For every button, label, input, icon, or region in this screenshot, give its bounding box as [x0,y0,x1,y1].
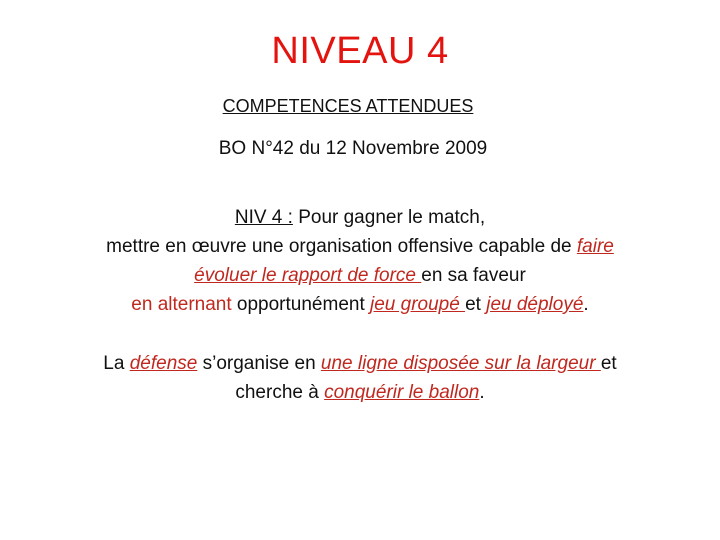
highlight-segment: évoluer le rapport de force [194,265,422,286]
paragraph-defense [0,349,720,407]
text-segment: et [600,353,617,374]
paragraph-defense-line-2 [0,378,720,407]
text-segment: en sa faveur [421,265,526,286]
text-segment: . [583,294,589,315]
text-segment: . [479,382,485,403]
niv-label: NIV 4 : [234,207,293,228]
highlight-segment: faire [576,236,614,257]
subtitle: COMPETENCES ATTENDUES [222,96,474,116]
paragraph-offense-line-4 [0,290,720,319]
text-segment: et [465,294,487,315]
text-segment: s’organise en [197,353,321,374]
slide-title: NIVEAU 4 [271,30,449,72]
text-segment: opportunément [231,294,371,315]
bo-reference: BO N°42 du 12 Novembre 2009 [218,138,488,159]
text-segment: La [103,353,130,374]
text-segment: mettre en œuvre une organisation offensive capable de [106,236,577,257]
highlight-segment: défense [129,353,198,374]
text-segment: cherche à [235,382,325,403]
paragraph-defense-line-1 [0,349,720,378]
text-segment: Pour gagner le match, [292,207,486,228]
paragraph-offense-line-2 [0,232,720,261]
paragraph-offense-line-1 [0,203,720,232]
highlight-segment: jeu groupé [370,294,466,315]
highlight-segment: conquérir le ballon [324,382,480,403]
red-segment: en alternant [131,294,232,315]
highlight-segment: jeu déployé [486,294,584,315]
highlight-segment: une ligne disposée sur la largeur [320,353,601,374]
paragraph-offense [0,203,720,319]
paragraph-offense-line-3 [0,261,720,290]
